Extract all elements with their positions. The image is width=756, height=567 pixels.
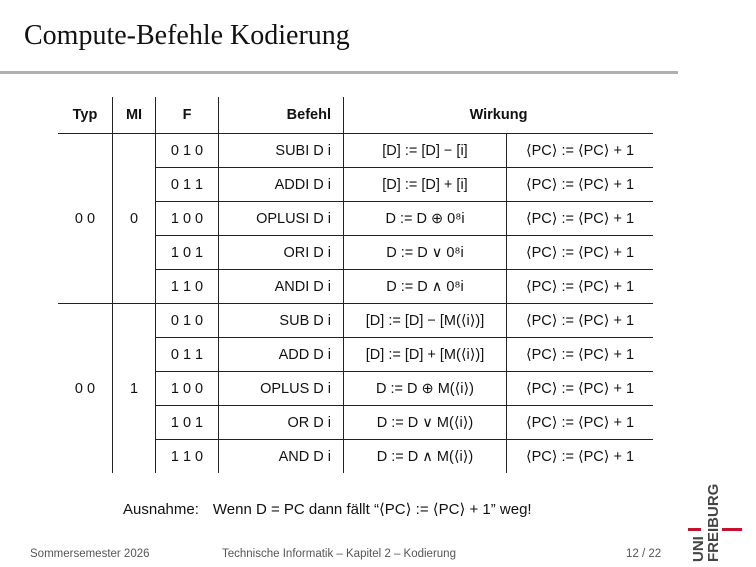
cell-wirkung: [D] := [D] + [M(⟨i⟩)] [344,338,507,372]
header-mi: MI [113,97,156,134]
table-row [58,134,653,168]
cell-f: 0 1 1 [156,338,219,372]
cell-befehl: ADD D i [219,338,344,372]
cell-pc-update: ⟨PC⟩ := ⟨PC⟩ + 1 [507,236,654,270]
slide-title: Compute-Befehle Kodierung [24,20,350,51]
cell-wirkung: [D] := [D] − [M(⟨i⟩)] [344,304,507,338]
cell-f: 0 1 0 [156,134,219,168]
cell-pc-update: ⟨PC⟩ := ⟨PC⟩ + 1 [507,338,654,372]
header-f: F [156,97,219,134]
cell-befehl: OPLUSI D i [219,202,344,236]
cell-typ: 0 0 [58,134,113,304]
cell-wirkung: [D] := [D] − [i] [344,134,507,168]
cell-wirkung: D := D ∨ M(⟨i⟩) [344,406,507,440]
footer-course: Technische Informatik – Kapitel 2 – Kodierung [222,548,456,560]
cell-befehl: SUB D i [219,304,344,338]
header-befehl: Befehl [219,97,344,134]
cell-befehl: ADDI D i [219,168,344,202]
logo-text-freiburg: FREIBURG [705,484,722,562]
cell-f: 1 0 1 [156,236,219,270]
header-wirkung: Wirkung [344,97,654,134]
cell-wirkung: [D] := [D] + [i] [344,168,507,202]
cell-wirkung: D := D ⊕ M(⟨i⟩) [344,372,507,406]
cell-befehl: ANDI D i [219,270,344,304]
cell-pc-update: ⟨PC⟩ := ⟨PC⟩ + 1 [507,304,654,338]
table-row [58,304,653,338]
cell-pc-update: ⟨PC⟩ := ⟨PC⟩ + 1 [507,372,654,406]
logo-accent-bar-2 [722,528,742,531]
cell-mi: 0 [113,134,156,304]
exception-note [123,500,532,518]
cell-f: 1 1 0 [156,270,219,304]
exception-text: Wenn D = PC dann fällt “⟨PC⟩ := ⟨PC⟩ + 1” weg! [212,501,532,518]
cell-pc-update: ⟨PC⟩ := ⟨PC⟩ + 1 [507,202,654,236]
title-divider [0,71,678,74]
cell-f: 1 0 0 [156,202,219,236]
cell-mi: 1 [113,304,156,474]
cell-wirkung: D := D ∧ 0⁸i [344,270,507,304]
exception-label: Ausnahme: [123,501,199,518]
cell-f: 1 0 0 [156,372,219,406]
cell-pc-update: ⟨PC⟩ := ⟨PC⟩ + 1 [507,406,654,440]
logo-text-uni: UNI [690,536,707,562]
cell-wirkung: D := D ∧ M(⟨i⟩) [344,440,507,474]
cell-f: 0 1 1 [156,168,219,202]
cell-pc-update: ⟨PC⟩ := ⟨PC⟩ + 1 [507,440,654,474]
cell-f: 1 1 0 [156,440,219,474]
footer-semester: Sommersemester 2026 [30,548,150,560]
cell-f: 0 1 0 [156,304,219,338]
logo-accent-bar [688,528,701,531]
cell-wirkung: D := D ⊕ 0⁸i [344,202,507,236]
cell-befehl: ORI D i [219,236,344,270]
encoding-table [58,97,653,473]
university-logo [688,484,748,564]
table-header-row [58,97,653,134]
cell-typ: 0 0 [74,380,96,397]
cell-befehl: OPLUS D i [219,372,344,406]
cell-pc-update: ⟨PC⟩ := ⟨PC⟩ + 1 [507,134,654,168]
cell-f: 1 0 1 [156,406,219,440]
cell-wirkung: D := D ∨ 0⁸i [344,236,507,270]
cell-befehl: SUBI D i [219,134,344,168]
cell-pc-update: ⟨PC⟩ := ⟨PC⟩ + 1 [507,270,654,304]
footer-page-number: 12 / 22 [626,548,662,560]
header-typ: Typ [58,97,113,134]
cell-pc-update: ⟨PC⟩ := ⟨PC⟩ + 1 [507,168,654,202]
cell-befehl: OR D i [219,406,344,440]
cell-befehl: AND D i [219,440,344,474]
table-body [58,134,653,474]
